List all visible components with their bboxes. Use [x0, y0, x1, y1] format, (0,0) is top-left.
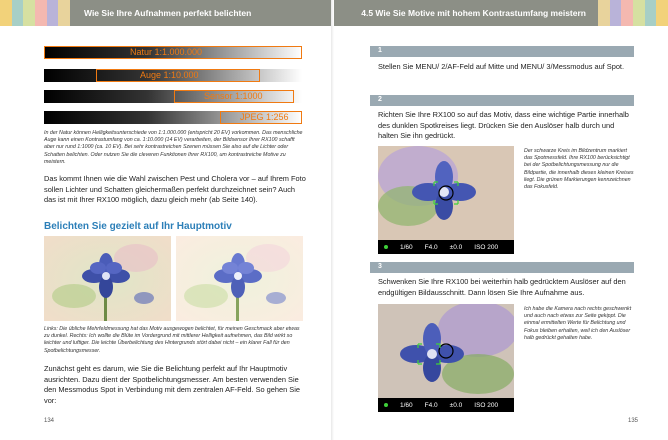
aperture: F4.0: [424, 243, 438, 251]
step-2-bar: [370, 95, 634, 106]
photo-metered-spot: [176, 236, 303, 321]
flower-image: [378, 146, 514, 240]
camera-screen-step3: [378, 304, 514, 412]
aperture: F4.0: [424, 401, 438, 409]
swatch: [645, 0, 657, 26]
step-1-bar: [370, 46, 634, 57]
flower-image: [378, 304, 514, 398]
right-header-title: 4.5 Wie Sie Motive mit hohem Kontrastumfang meistern: [361, 8, 586, 18]
swatch: [633, 0, 645, 26]
swatch: [58, 0, 70, 26]
left-header-bar: [70, 0, 334, 26]
right-color-swatches: [598, 0, 668, 26]
swatch: [621, 0, 633, 26]
step-3-caption: Ich habe die Kamera nach rechts geschwenkt und auch nach etwas zur Seite gekippt. Die einmal ermittelten Werte für Belichtung und Fokus bleiben erhalten, weil ich den Auslöser halb gedrückt gehalten habe.: [524, 306, 632, 341]
range-label: Auge 1:10.000: [140, 70, 199, 80]
swatch: [35, 0, 47, 26]
focus-indicator-icon: [384, 403, 388, 407]
exposure-compensation: ±0.0: [449, 243, 463, 251]
step-3-text: Schwenken Sie Ihre RX100 bei weiterhin halb gedrücktem Auslöser auf den endgültigen Bildausschnitt. Dann lösen Sie Ihre Aufnahme aus.: [378, 277, 626, 297]
flower-image: [176, 236, 303, 321]
right-header-bar: [334, 0, 598, 26]
camera-screen-step2: [378, 146, 514, 254]
photo-caption: Links: Die übliche Mehrfeldmessung hat das Motiv ausgewogen belichtet, für meinen Geschmack aber etwas zu dunkel. Rechts: Ich wollte die Blüte im Vordergrund mit mittlerer Helligkeit aufnehmen, das Bild wirkt so leichter und luftiger. Die leichte Überbelichtung des Hintergrunds stört dabei nicht – ein klarer Fall für den Spotbelichtungsmesser.: [44, 326, 300, 354]
step-1-text: Stellen Sie MENU/ 2/AF-Feld auf Mitte und MENU/ 3/Messmodus auf Spot.: [378, 62, 625, 71]
range-label: Natur 1:1.000.000: [130, 47, 203, 57]
swatch: [656, 0, 668, 26]
range-label: JPEG 1:256: [240, 112, 289, 122]
step-number: 3: [378, 263, 382, 270]
swatch: [598, 0, 610, 26]
photo-metered-normal: [44, 236, 171, 321]
swatch: [47, 0, 59, 26]
step-2-text: Richten Sie Ihre RX100 so auf das Motiv, dass eine wichtige Partie innerhalb des dunklen Spotkreises liegt. Drücken Sie den Auslöser halb durch und halten Sie ihn gedrückt.: [378, 110, 629, 140]
left-page-number: 134: [44, 418, 55, 424]
left-header-title: Wie Sie Ihre Aufnahmen perfekt belichten: [84, 8, 252, 18]
step-number: 2: [378, 96, 382, 103]
right-page-number: 135: [627, 418, 638, 424]
range-bar-auge: [44, 69, 302, 82]
camera-status-bar: [378, 240, 514, 254]
camera-status-bar: [378, 398, 514, 412]
exposure-compensation: ±0.0: [449, 401, 463, 409]
shutter-speed: 1/60: [400, 401, 413, 409]
step-number: 1: [378, 47, 382, 54]
iso: ISO 200: [474, 401, 499, 409]
swatch: [12, 0, 24, 26]
range-bar-natur: [44, 46, 302, 59]
iso: ISO 200: [474, 243, 499, 251]
right-page: [334, 0, 668, 440]
intro-paragraph: Das kommt Ihnen wie die Wahl zwischen Pest und Cholera vor – auf Ihrem Foto sollen Lichter und Schatten gleichermaßen perfekt durchzeichnet sein? Auch das ist mit Ihrer RX100 möglich, dazu gleich mehr (ab Seite 140).: [44, 174, 306, 204]
closing-paragraph: Zunächst geht es darum, wie Sie die Belichtung perfekt auf Ihr Hauptmotiv ausrichten. Dazu dient der Spotbelichtungsmesser. Am besten verwenden Sie den Messmodus Spot in Verbindung mit dem zentralen AF-Feld. So gehen Sie vor:: [44, 364, 300, 405]
swatch: [0, 0, 12, 26]
swatch: [23, 0, 35, 26]
range-bar-sensor: [44, 90, 302, 103]
flower-image: [44, 236, 171, 321]
range-caption: In der Natur können Helligkeitsunterschiede von 1:1.000.000 (entspricht 20 EV) vorkommen. Das menschliche Auge kann einen Kontrastumfang von ca. 1:10.000 (14 EV) verarbeiten, der Bildsensor Ihrer RX100 schafft aber nur rund 1:1000 (ca. 10 EV). Bei sehr kontrastreichen Szenen müssen Sie also auf die Lichter oder Schatten belichten. Oder nutzen Sie die cleveren Funktionen Ihrer RX100, um kontrastreiche Motive zu meistern.: [44, 130, 303, 165]
range-bar-jpeg: [44, 111, 302, 124]
shutter-speed: 1/60: [400, 243, 413, 251]
focus-indicator-icon: [384, 245, 388, 249]
section-heading: Belichten Sie gezielt auf Ihr Hauptmotiv: [44, 221, 232, 232]
left-color-swatches: [0, 0, 70, 26]
swatch: [610, 0, 622, 26]
step-2-caption: Der schwarze Kreis im Bildzentrum markiert das Spotmessfeld. Ihre RX100 berücksichtigt bei der Spotbelichtungsmessung nur die Bildpartie, die innerhalb dieses kleinen Kreises liegt. Die grünen Markierungen kennzeichnen das Fokusfeld.: [524, 148, 634, 191]
range-label: Sensor 1:1000: [204, 91, 263, 101]
step-3-bar: [370, 262, 634, 273]
